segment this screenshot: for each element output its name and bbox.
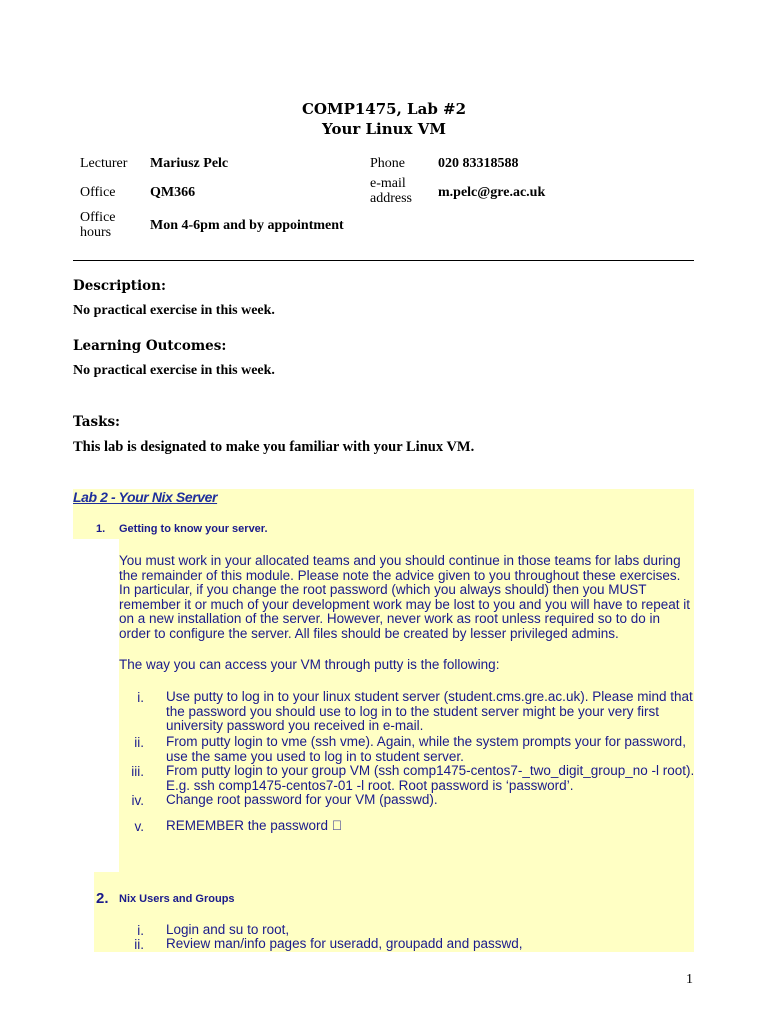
item3-number: iii.: [131, 764, 144, 779]
office-value: QM366: [150, 185, 196, 200]
tasks-heading: Tasks:: [73, 414, 121, 430]
section1-number: 1.: [96, 523, 106, 535]
section2-title: Nix Users and Groups: [119, 893, 235, 905]
office-hours-label-line2: hours: [80, 225, 112, 240]
document-subtitle: Your Linux VM: [322, 120, 446, 138]
section2-item2-number: ii.: [134, 937, 144, 952]
item4-text: Change root password for your VM (passwd).: [166, 792, 438, 807]
page-number: 1: [686, 972, 693, 987]
header-divider: [73, 260, 694, 261]
description-text: No practical exercise in this week.: [73, 303, 275, 318]
access-intro: The way you can access your VM through putty is the following:: [119, 657, 500, 672]
tasks-text: This lab is designated to make you familiar with your Linux VM.: [73, 439, 475, 455]
item2-number: ii.: [134, 735, 144, 750]
item3-text: From putty login to your group VM (ssh comp1475-centos7-_two_digit_group_no -l root). E.g. ssh comp1475-centos7-01 -l root. Root password is ‘password’.: [166, 763, 695, 793]
phone-value: 020 83318588: [438, 156, 519, 171]
lab-highlight-gap: [119, 840, 694, 872]
section2-item1-number: i.: [137, 923, 144, 938]
item2-text: From putty login to vme (ssh vme). Again, while the system prompts your for password, use the same you used to log in to student server.: [166, 734, 686, 764]
outcomes-text: No practical exercise in this week.: [73, 363, 275, 378]
office-hours-value: Mon 4-6pm and by appointment: [150, 218, 344, 233]
document-title: COMP1475, Lab #2: [301, 100, 467, 118]
email-value: m.pelc@gre.ac.uk: [438, 185, 546, 200]
outcomes-heading: Learning Outcomes:: [73, 338, 227, 354]
section2-item2-text: Review man/info pages for useradd, groupadd and passwd,: [166, 936, 523, 951]
section1-title: Getting to know your server.: [119, 523, 268, 535]
section2-item1-text: Login and su to root,: [166, 922, 290, 937]
section2-number: 2.: [96, 890, 109, 907]
email-label: [370, 176, 412, 206]
section1-paragraph: You must work in your allocated teams and you should continue in those teams for labs during the remainder of this module. Please note the advice given to you throughout these exercises. In particular, if you change the root password (which you always should) then you MUST remember it or much of your development work may be lost to you and you will have to repeat it on a new installation of the server. However, never work as root unless required so to do in order to configure the server. All files should be created by lesser privileged admins.: [119, 553, 691, 641]
email-label-line1: e-mail: [370, 176, 406, 191]
item5-number: v.: [134, 819, 144, 834]
item4-number: iv.: [131, 793, 144, 808]
lecturer-value: Mariusz Pelc: [150, 156, 229, 171]
office-hours-label: [80, 210, 116, 240]
item5-text: REMEMBER the password: [166, 818, 329, 833]
description-heading: Description:: [73, 278, 166, 294]
lab-title: Lab 2 - Your Nix Server: [73, 489, 218, 505]
phone-label: Phone: [370, 156, 405, 171]
lecturer-label: Lecturer: [80, 156, 128, 171]
office-label: Office: [80, 185, 116, 200]
email-label-line2: address: [370, 191, 412, 206]
item1-number: i.: [137, 690, 144, 705]
office-hours-label-line1: Office: [80, 210, 116, 225]
item1-text: Use putty to log in to your linux student server (student.cms.gre.ac.uk). Please mind that the password you should use to log in to the student server might be your very first university password you received in e-mail.: [166, 689, 693, 733]
